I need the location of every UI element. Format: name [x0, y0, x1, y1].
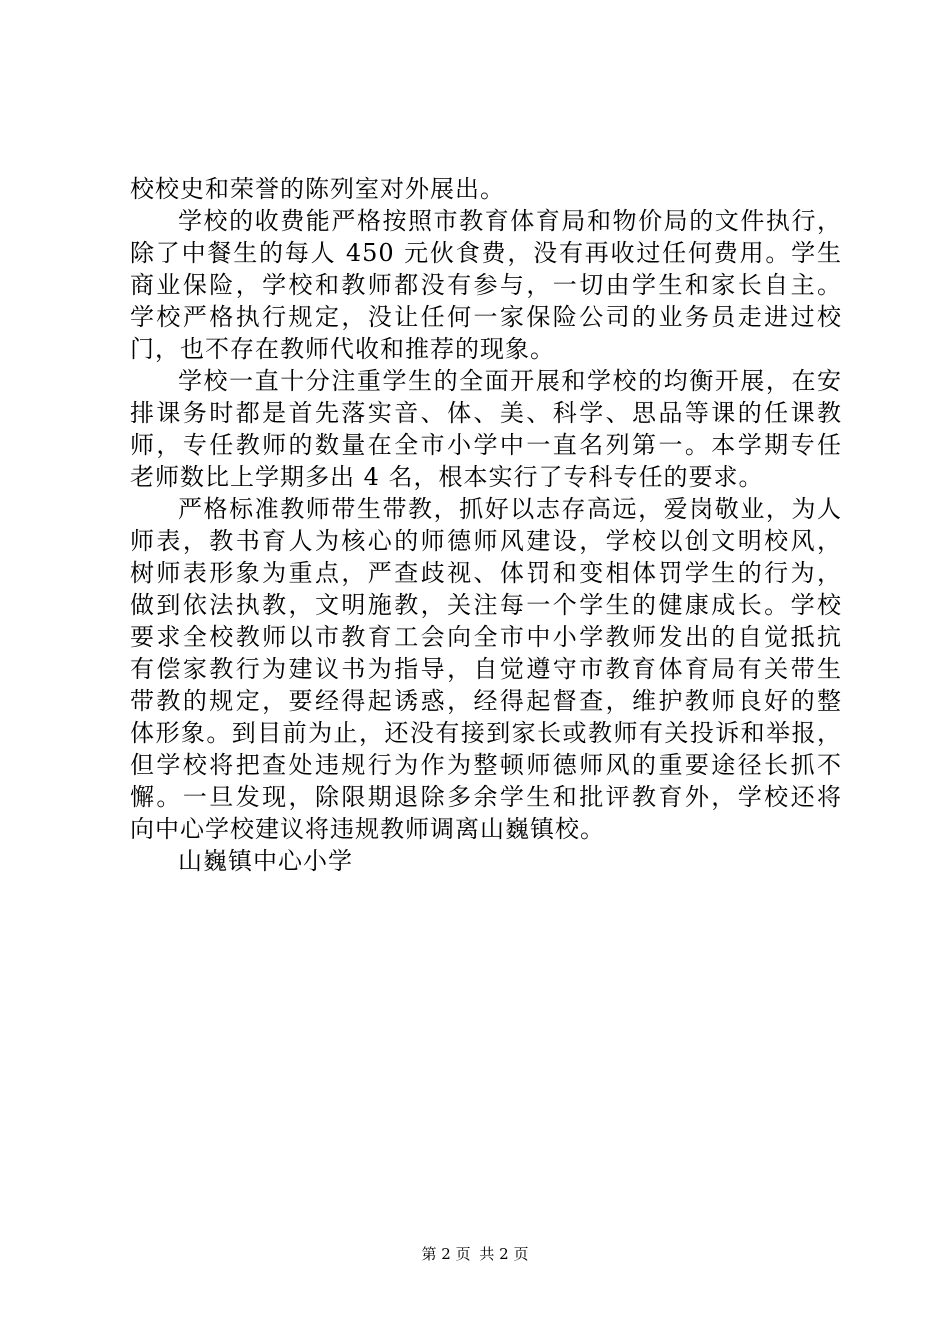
text-line: 要求全校教师以市教育工会向全市中小学教师发出的自觉抵抗: [130, 623, 842, 651]
text-line: 除了中餐生的每人 450 元伙食费，没有再收过任何费用。学生: [130, 239, 842, 267]
signature-line: 山巍镇中心小学: [178, 847, 353, 875]
text-line: 门，也不存在教师代收和推荐的现象。: [130, 335, 555, 363]
text-line: 有偿家教行为建议书为指导，自觉遵守市教育体育局有关带生: [130, 655, 842, 683]
page-number: 第 2 页: [421, 1245, 471, 1263]
text-line: 体形象。到目前为止，还没有接到家长或教师有关投诉和举报，: [130, 719, 842, 747]
paragraph-first-line: 严格标准教师带生带教，抓好以志存高远，爱岗敬业，为人: [178, 495, 842, 523]
text-line: 树师表形象为重点，严查歧视、体罚和变相体罚学生的行为，: [130, 559, 842, 587]
document-body: [130, 173, 842, 877]
text-line: 学校严格执行规定，没让任何一家保险公司的业务员走进过校: [130, 303, 842, 331]
page-footer: [0, 1244, 950, 1264]
text-line: 懈。一旦发现，除限期退除多余学生和批评教育外，学校还将: [130, 783, 842, 811]
text-line: 师，专任教师的数量在全市小学中一直名列第一。本学期专任: [130, 431, 842, 459]
text-line: 老师数比上学期多出 4 名，根本实行了专科专任的要求。: [130, 463, 764, 491]
text-line: 向中心学校建议将违规教师调离山巍镇校。: [130, 815, 605, 843]
page-total: 共 2 页: [479, 1245, 529, 1263]
text-line: 师表，教书育人为核心的师德师风建设，学校以创文明校风，: [130, 527, 842, 555]
text-line: 校校史和荣誉的陈列室对外展出。: [130, 175, 505, 203]
text-line: 做到依法执教，文明施教，关注每一个学生的健康成长。学校: [130, 591, 842, 619]
paragraph-first-line: 学校的收费能严格按照市教育体育局和物价局的文件执行，: [178, 207, 842, 235]
text-line: 商业保险，学校和教师都没有参与，一切由学生和家长自主。: [130, 271, 842, 299]
text-line: 排课务时都是首先落实音、体、美、科学、思品等课的任课教: [130, 399, 842, 427]
text-line: 但学校将把查处违规行为作为整顿师德师风的重要途径长抓不: [130, 751, 842, 779]
paragraph-first-line: 学校一直十分注重学生的全面开展和学校的均衡开展，在安: [178, 367, 842, 395]
text-line: 带教的规定，要经得起诱惑，经得起督查，维护教师良好的整: [130, 687, 842, 715]
